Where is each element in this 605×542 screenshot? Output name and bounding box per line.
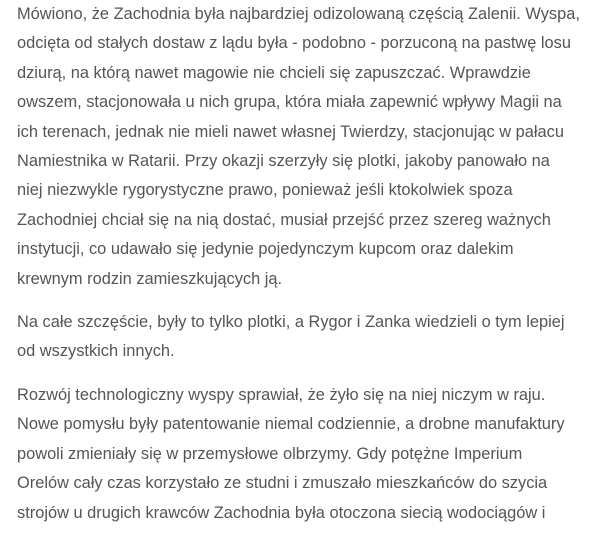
paragraph-3	[17, 381, 597, 528]
text-line: od wszystkich innych.	[17, 342, 175, 361]
text-line: Rozwój technologiczny wyspy sprawiał, że żyło się na niej niczym w raju.	[17, 385, 546, 404]
text-line: krewnym rodzin zamieszkujących ją.	[17, 269, 283, 288]
text-line: Orelów cały czas korzystało ze studni i zmuszało mieszkańców do szycia	[17, 474, 548, 493]
text-line: strojów u drugich krawców Zachodnia była otoczona siecią wodociągów i	[17, 503, 546, 522]
article-body	[17, 0, 597, 542]
paragraph-1	[17, 0, 597, 294]
text-line: odcięta od stałych dostaw z lądu była - podobno - porzuconą na pastwę losu	[17, 34, 571, 53]
text-line: ich terenach, jednak nie mieli nawet własnej Twierdzy, stacjonując w pałacu	[17, 122, 564, 141]
text-line: niej niezwykle rygorystyczne prawo, ponieważ jeśli ktokolwiek spoza	[17, 181, 513, 200]
text-line: dziurą, na którą nawet magowie nie chcieli się zapuszczać. Wprawdzie	[17, 63, 531, 82]
paragraph-2	[17, 308, 597, 367]
text-line: Namiestnika w Ratarii. Przy okazji szerzyły się plotki, jakoby panowało na	[17, 152, 550, 171]
text-line: powoli zmieniały się w przemysłowe olbrzymy. Gdy potężne Imperium	[17, 444, 523, 463]
text-line: Zachodniej chciał się na nią dostać, musiał przejść przez szereg ważnych	[17, 210, 551, 229]
text-line: instytucji, co udawało się jedynie pojedynczym kupcom oraz dalekim	[17, 240, 514, 259]
text-line: Na całe szczęście, były to tylko plotki, a Rygor i Zanka wiedzieli o tym lepiej	[17, 313, 565, 332]
text-line: Nowe pomysłu były patentowanie niemal codziennie, a drobne manufaktury	[17, 415, 565, 434]
text-line: owszem, stacjonowała u nich grupa, która miała zapewnić wpływy Magii na	[17, 93, 562, 112]
text-line: Mówiono, że Zachodnia była najbardziej odizolowaną częścią Zalenii. Wyspa,	[17, 5, 580, 23]
